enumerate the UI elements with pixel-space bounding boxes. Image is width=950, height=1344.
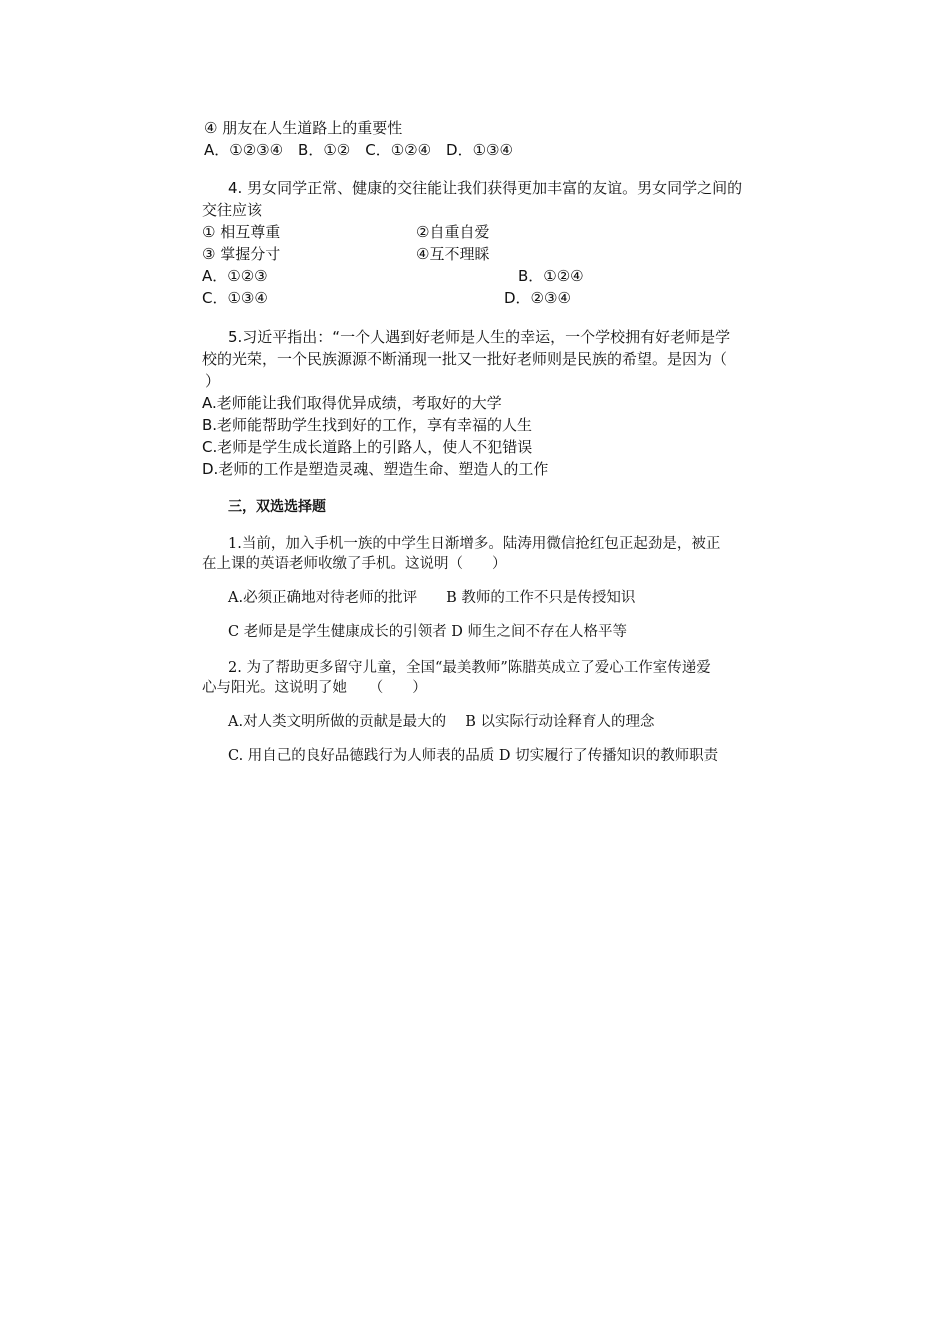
dq1-stem-line1: 1.当前，加入手机一族的中学生日渐增多。陆涛用微信抢红包正起劲是，被正	[228, 536, 721, 552]
q4-option-c: C．①③④	[202, 289, 268, 307]
q4-option-d: D．②③④	[504, 289, 571, 307]
q5-option-d: D.老师的工作是塑造灵魂、塑造生命、塑造人的工作	[202, 460, 549, 478]
q4-item-4: ④互不理睬	[416, 245, 490, 263]
dq2-options-line2: C. 用自己的良好品德践行为人师表的品质 D 切实履行了传播知识的教师职责	[228, 748, 719, 764]
q5-stem-line1: 5.习近平指出：“一个人遇到好老师是人生的幸运，一个学校拥有好老师是学	[228, 328, 731, 346]
dq1-stem-line2: 在上课的英语老师收缴了手机。这说明（ ）	[202, 556, 507, 572]
q4-item-1: ① 相互尊重	[202, 223, 281, 241]
q4-item-2: ②自重自爱	[416, 223, 490, 241]
q5-option-c: C.老师是学生成长道路上的引路人，使人不犯错误	[202, 438, 533, 456]
q4-stem-line1: 4. 男女同学正常、健康的交往能让我们获得更加丰富的友谊。男女同学之间的	[228, 179, 743, 197]
section-heading: 三，双选选择题	[228, 499, 326, 515]
q5-stem-line2: 校的光荣，一个民族源源不断涌现一批又一批好老师则是民族的希望。是因为（	[202, 350, 728, 368]
dq2-options-line1: A.对人类文明所做的贡献是最大的 B 以实际行动诠释育人的理念	[228, 714, 655, 730]
dq1-options-line2: C 老师是是学生健康成长的引领者 D 师生之间不存在人格平等	[228, 624, 628, 640]
dq1-options-line1: A.必须正确地对待老师的批评 B 教师的工作不只是传授知识	[228, 590, 636, 606]
q4-item-3: ③ 掌握分寸	[202, 245, 281, 263]
q3-options: A．①②③④ B．①② C．①②④ D．①③④	[204, 141, 513, 159]
q3-item-4: ④ 朋友在人生道路上的重要性	[204, 119, 403, 137]
dq2-stem-line2: 心与阳光。这说明了她 （ ）	[202, 680, 427, 696]
q4-stem-line2: 交往应该	[202, 201, 263, 219]
q5-option-b: B.老师能帮助学生找到好的工作，享有幸福的人生	[202, 416, 533, 434]
dq2-stem-line1: 2. 为了帮助更多留守儿童，全国“最美教师”陈腊英成立了爱心工作室传递爱	[228, 660, 711, 676]
q5-option-a: A.老师能让我们取得优异成绩，考取好的大学	[202, 394, 502, 412]
q5-stem-line3: ）	[205, 372, 221, 390]
q4-option-b: B．①②④	[518, 267, 584, 285]
q4-option-a: A．①②③	[202, 267, 268, 285]
